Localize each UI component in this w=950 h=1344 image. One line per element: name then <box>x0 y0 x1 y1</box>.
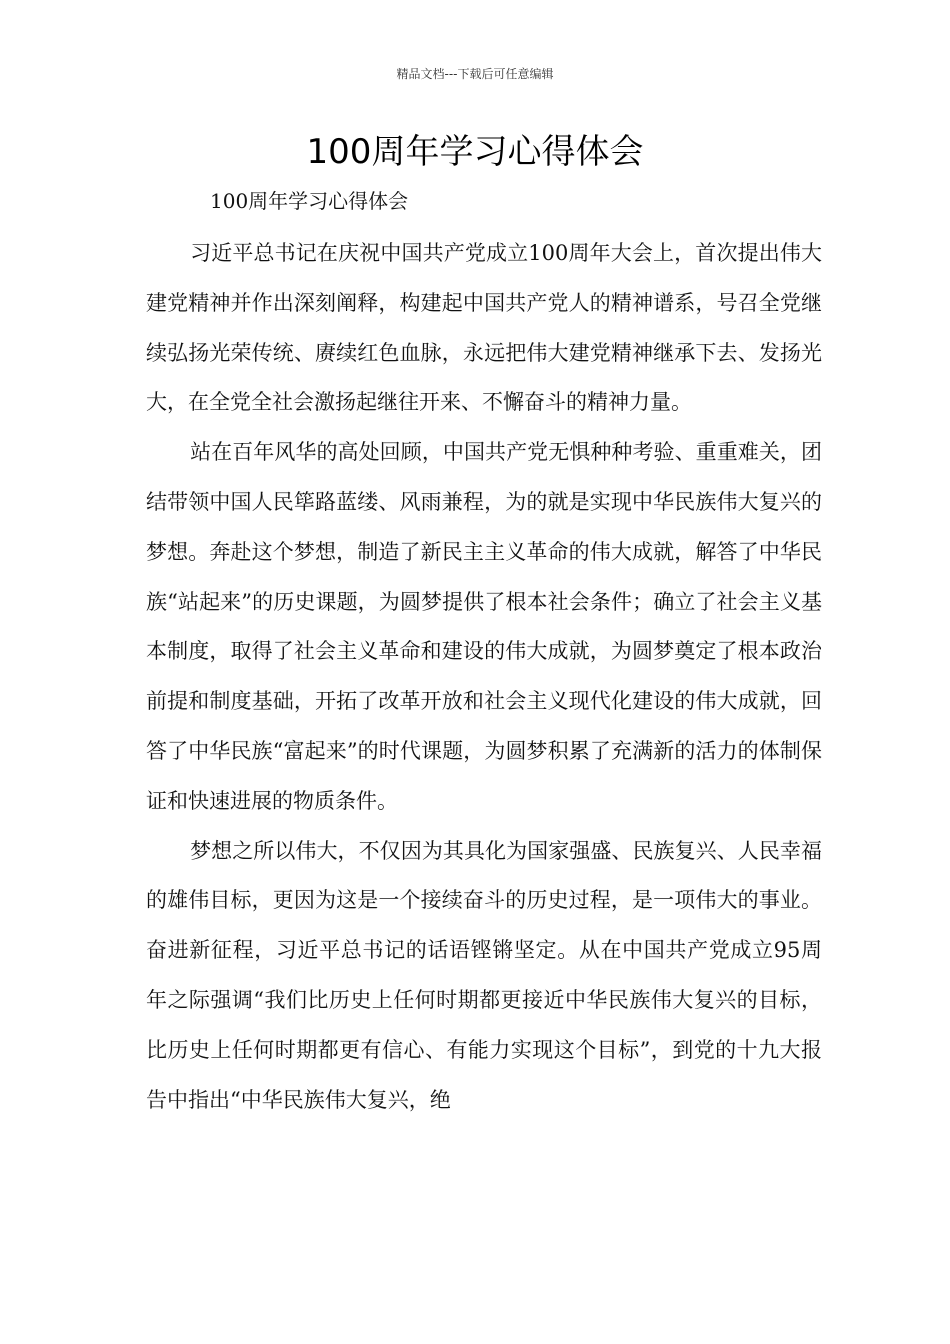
paragraph-1: 习近平总书记在庆祝中国共产党成立100周年大会上，首次提出伟大建党精神并作出深刻阐释，构建起中国共产党人的精神谱系，号召全党继续弘扬光荣传统、赓续红色血脉，永远把伟大建党精神继承下去、发扬光大，在全党全社会激扬起继往开来、不懈奋斗的精神力量。 <box>146 241 822 415</box>
document-body <box>146 229 822 1125</box>
header-note: 精品文档---下载后可任意编辑 <box>396 67 554 81</box>
document-subtitle: 100周年学习心得体会 <box>210 189 409 213</box>
paragraph-2: 站在百年风华的高处回顾，中国共产党无惧种种考验、重重难关，团结带领中国人民筚路蓝缕、风雨兼程，为的就是实现中华民族伟大复兴的梦想。奔赴这个梦想，制造了新民主主义革命的伟大成就，解答了中华民族“站起来”的历史课题，为圆梦提供了根本社会条件；确立了社会主义基本制度，取得了社会主义革命和建设的伟大成就，为圆梦奠定了根本政治前提和制度基础，开拓了改革开放和社会主义现代化建设的伟大成就，回答了中华民族“富起来”的时代课题，为圆梦积累了充满新的活力的体制保证和快速进展的物质条件。 <box>146 440 822 813</box>
document-title: 100周年学习心得体会 <box>306 132 644 172</box>
paragraph-3: 梦想之所以伟大，不仅因为其具化为国家强盛、民族复兴、人民幸福的雄伟目标，更因为这是一个接续奋斗的历史过程，是一项伟大的事业。奋进新征程，习近平总书记的话语铿锵坚定。从在中国共产党成立95周年之际强调“我们比历史上任何时期都更接近中华民族伟大复兴的目标，比历史上任何时期都更有信心、有能力实现这个目标”，到党的十九大报告中指出“中华民族伟大复兴，绝 <box>146 838 822 1112</box>
